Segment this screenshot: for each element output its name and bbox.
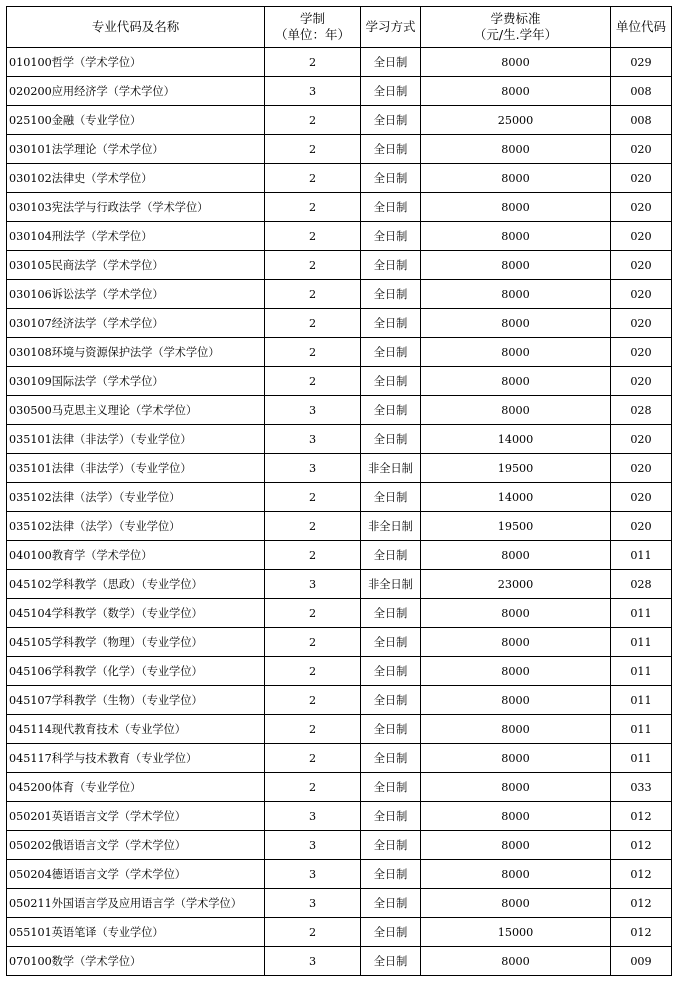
duration-cell: 3 xyxy=(265,889,361,918)
duration-cell: 2 xyxy=(265,628,361,657)
table-row xyxy=(7,454,672,483)
unit-code-cell: 020 xyxy=(611,251,672,280)
program-name-cell: 025100金融（专业学位） xyxy=(7,106,265,135)
tuition-cell: 19500 xyxy=(421,454,611,483)
table-row xyxy=(7,715,672,744)
duration-cell: 2 xyxy=(265,338,361,367)
tuition-cell: 8000 xyxy=(421,135,611,164)
unit-code-cell: 033 xyxy=(611,773,672,802)
header-tuition xyxy=(421,7,611,48)
program-name-cell: 045107学科教学（生物）（专业学位） xyxy=(7,686,265,715)
tuition-cell: 8000 xyxy=(421,744,611,773)
table-row xyxy=(7,802,672,831)
program-name-cell: 030104刑法学（学术学位） xyxy=(7,222,265,251)
header-tuition-unit: （元/生.学年） xyxy=(473,27,558,42)
header-duration-title: 学制 xyxy=(299,11,325,26)
unit-code-cell: 028 xyxy=(611,570,672,599)
table-row xyxy=(7,918,672,947)
tuition-cell: 8000 xyxy=(421,889,611,918)
duration-cell: 2 xyxy=(265,744,361,773)
duration-cell: 2 xyxy=(265,541,361,570)
tuition-cell: 8000 xyxy=(421,715,611,744)
header-duration xyxy=(265,7,361,48)
table-row xyxy=(7,947,672,976)
unit-code-cell: 020 xyxy=(611,222,672,251)
unit-code-cell: 011 xyxy=(611,715,672,744)
program-name-cell: 045200体育（专业学位） xyxy=(7,773,265,802)
program-name-cell: 040100教育学（学术学位） xyxy=(7,541,265,570)
program-name-cell: 020200应用经济学（学术学位） xyxy=(7,77,265,106)
unit-code-cell: 009 xyxy=(611,947,672,976)
study-mode-cell: 全日制 xyxy=(361,164,421,193)
unit-code-cell: 012 xyxy=(611,802,672,831)
unit-code-cell: 011 xyxy=(611,628,672,657)
table-row xyxy=(7,309,672,338)
unit-code-cell: 012 xyxy=(611,831,672,860)
program-name-cell: 055101英语笔译（专业学位） xyxy=(7,918,265,947)
tuition-cell: 8000 xyxy=(421,541,611,570)
study-mode-cell: 全日制 xyxy=(361,483,421,512)
tuition-cell: 25000 xyxy=(421,106,611,135)
study-mode-cell: 全日制 xyxy=(361,367,421,396)
duration-cell: 3 xyxy=(265,77,361,106)
unit-code-cell: 020 xyxy=(611,483,672,512)
study-mode-cell: 全日制 xyxy=(361,48,421,77)
tuition-cell: 8000 xyxy=(421,628,611,657)
program-name-cell: 050211外国语言学及应用语言学（学术学位） xyxy=(7,889,265,918)
table-row xyxy=(7,396,672,425)
program-name-cell: 030106诉讼法学（学术学位） xyxy=(7,280,265,309)
tuition-cell: 8000 xyxy=(421,338,611,367)
table-row xyxy=(7,541,672,570)
tuition-cell: 8000 xyxy=(421,599,611,628)
table-row xyxy=(7,512,672,541)
program-name-cell: 045105学科教学（物理）（专业学位） xyxy=(7,628,265,657)
duration-cell: 3 xyxy=(265,425,361,454)
tuition-cell: 8000 xyxy=(421,309,611,338)
duration-cell: 3 xyxy=(265,802,361,831)
table-row xyxy=(7,48,672,77)
duration-cell: 3 xyxy=(265,947,361,976)
study-mode-cell: 全日制 xyxy=(361,889,421,918)
study-mode-cell: 全日制 xyxy=(361,657,421,686)
study-mode-cell: 非全日制 xyxy=(361,512,421,541)
duration-cell: 2 xyxy=(265,773,361,802)
tuition-cell: 8000 xyxy=(421,686,611,715)
study-mode-cell: 全日制 xyxy=(361,947,421,976)
tuition-cell: 14000 xyxy=(421,483,611,512)
program-name-cell: 010100哲学（学术学位） xyxy=(7,48,265,77)
study-mode-cell: 全日制 xyxy=(361,628,421,657)
tuition-cell: 19500 xyxy=(421,512,611,541)
duration-cell: 2 xyxy=(265,193,361,222)
study-mode-cell: 全日制 xyxy=(361,860,421,889)
program-name-cell: 045102学科教学（思政）（专业学位） xyxy=(7,570,265,599)
program-name-cell: 035101法律（非法学）（专业学位） xyxy=(7,425,265,454)
study-mode-cell: 全日制 xyxy=(361,222,421,251)
study-mode-cell: 非全日制 xyxy=(361,454,421,483)
program-name-cell: 045106学科教学（化学）（专业学位） xyxy=(7,657,265,686)
tuition-cell: 8000 xyxy=(421,657,611,686)
program-name-cell: 050201英语语言文学（学术学位） xyxy=(7,802,265,831)
duration-cell: 2 xyxy=(265,280,361,309)
program-name-cell: 030103宪法学与行政法学（学术学位） xyxy=(7,193,265,222)
study-mode-cell: 全日制 xyxy=(361,280,421,309)
duration-cell: 2 xyxy=(265,483,361,512)
study-mode-cell: 全日制 xyxy=(361,425,421,454)
unit-code-cell: 008 xyxy=(611,77,672,106)
duration-cell: 2 xyxy=(265,222,361,251)
table-row xyxy=(7,164,672,193)
unit-code-cell: 020 xyxy=(611,193,672,222)
tuition-cell: 8000 xyxy=(421,860,611,889)
unit-code-cell: 020 xyxy=(611,164,672,193)
duration-cell: 2 xyxy=(265,135,361,164)
study-mode-cell: 全日制 xyxy=(361,251,421,280)
program-name-cell: 035102法律（法学）（专业学位） xyxy=(7,512,265,541)
tuition-cell: 8000 xyxy=(421,831,611,860)
tuition-cell: 8000 xyxy=(421,802,611,831)
duration-cell: 3 xyxy=(265,860,361,889)
program-name-cell: 030101法学理论（学术学位） xyxy=(7,135,265,164)
tuition-cell: 8000 xyxy=(421,947,611,976)
study-mode-cell: 全日制 xyxy=(361,193,421,222)
tuition-cell: 8000 xyxy=(421,251,611,280)
unit-code-cell: 011 xyxy=(611,599,672,628)
table-row xyxy=(7,280,672,309)
study-mode-cell: 全日制 xyxy=(361,599,421,628)
table-row xyxy=(7,135,672,164)
unit-code-cell: 020 xyxy=(611,367,672,396)
unit-code-cell: 012 xyxy=(611,860,672,889)
unit-code-cell: 008 xyxy=(611,106,672,135)
table-row xyxy=(7,599,672,628)
table-row xyxy=(7,483,672,512)
table-row xyxy=(7,773,672,802)
duration-cell: 2 xyxy=(265,309,361,338)
unit-code-cell: 020 xyxy=(611,280,672,309)
duration-cell: 2 xyxy=(265,512,361,541)
tuition-cell: 8000 xyxy=(421,367,611,396)
unit-code-cell: 020 xyxy=(611,425,672,454)
duration-cell: 2 xyxy=(265,164,361,193)
study-mode-cell: 全日制 xyxy=(361,135,421,164)
header-tuition-title: 学费标准 xyxy=(490,11,541,26)
unit-code-cell: 028 xyxy=(611,396,672,425)
unit-code-cell: 011 xyxy=(611,686,672,715)
header-duration-unit: （单位：年） xyxy=(274,27,350,42)
tuition-cell: 8000 xyxy=(421,48,611,77)
duration-cell: 3 xyxy=(265,454,361,483)
table-row xyxy=(7,889,672,918)
study-mode-cell: 全日制 xyxy=(361,686,421,715)
unit-code-cell: 020 xyxy=(611,338,672,367)
study-mode-cell: 全日制 xyxy=(361,802,421,831)
table-row xyxy=(7,831,672,860)
duration-cell: 2 xyxy=(265,251,361,280)
tuition-cell: 8000 xyxy=(421,280,611,309)
program-name-cell: 045114现代教育技术（专业学位） xyxy=(7,715,265,744)
tuition-table xyxy=(6,6,672,976)
study-mode-cell: 全日制 xyxy=(361,541,421,570)
tuition-cell: 8000 xyxy=(421,222,611,251)
duration-cell: 2 xyxy=(265,367,361,396)
study-mode-cell: 全日制 xyxy=(361,831,421,860)
duration-cell: 2 xyxy=(265,657,361,686)
unit-code-cell: 011 xyxy=(611,541,672,570)
program-name-cell: 050204德语语言文学（学术学位） xyxy=(7,860,265,889)
unit-code-cell: 029 xyxy=(611,48,672,77)
tuition-cell: 8000 xyxy=(421,773,611,802)
study-mode-cell: 全日制 xyxy=(361,396,421,425)
tuition-cell: 8000 xyxy=(421,77,611,106)
study-mode-cell: 全日制 xyxy=(361,918,421,947)
study-mode-cell: 全日制 xyxy=(361,338,421,367)
duration-cell: 2 xyxy=(265,106,361,135)
study-mode-cell: 非全日制 xyxy=(361,570,421,599)
table-row xyxy=(7,628,672,657)
header-row xyxy=(7,7,672,48)
program-name-cell: 030109国际法学（学术学位） xyxy=(7,367,265,396)
header-program: 专业代码及名称 xyxy=(7,7,265,48)
program-name-cell: 035102法律（法学）（专业学位） xyxy=(7,483,265,512)
table-row xyxy=(7,657,672,686)
tuition-cell: 8000 xyxy=(421,164,611,193)
unit-code-cell: 011 xyxy=(611,657,672,686)
program-name-cell: 045104学科教学（数学）（专业学位） xyxy=(7,599,265,628)
duration-cell: 2 xyxy=(265,715,361,744)
duration-cell: 2 xyxy=(265,686,361,715)
study-mode-cell: 全日制 xyxy=(361,773,421,802)
table-row xyxy=(7,193,672,222)
study-mode-cell: 全日制 xyxy=(361,744,421,773)
table-row xyxy=(7,860,672,889)
table-row xyxy=(7,77,672,106)
tuition-cell: 14000 xyxy=(421,425,611,454)
duration-cell: 3 xyxy=(265,396,361,425)
tuition-cell: 8000 xyxy=(421,193,611,222)
tuition-cell: 8000 xyxy=(421,396,611,425)
unit-code-cell: 020 xyxy=(611,135,672,164)
table-row xyxy=(7,425,672,454)
header-study-mode: 学习方式 xyxy=(361,7,421,48)
table-row xyxy=(7,251,672,280)
table-row xyxy=(7,222,672,251)
program-name-cell: 030500马克思主义理论（学术学位） xyxy=(7,396,265,425)
header-unit-code: 单位代码 xyxy=(611,7,672,48)
table-row xyxy=(7,106,672,135)
unit-code-cell: 020 xyxy=(611,454,672,483)
study-mode-cell: 全日制 xyxy=(361,715,421,744)
program-name-cell: 030108环境与资源保护法学（学术学位） xyxy=(7,338,265,367)
program-name-cell: 030105民商法学（学术学位） xyxy=(7,251,265,280)
table-row xyxy=(7,744,672,773)
program-name-cell: 035101法律（非法学）（专业学位） xyxy=(7,454,265,483)
program-name-cell: 030107经济法学（学术学位） xyxy=(7,309,265,338)
duration-cell: 2 xyxy=(265,599,361,628)
program-name-cell: 070100数学（学术学位） xyxy=(7,947,265,976)
duration-cell: 3 xyxy=(265,570,361,599)
study-mode-cell: 全日制 xyxy=(361,77,421,106)
unit-code-cell: 020 xyxy=(611,309,672,338)
table-row xyxy=(7,367,672,396)
unit-code-cell: 011 xyxy=(611,744,672,773)
table-row xyxy=(7,338,672,367)
unit-code-cell: 020 xyxy=(611,512,672,541)
program-name-cell: 030102法律史（学术学位） xyxy=(7,164,265,193)
program-name-cell: 045117科学与技术教育（专业学位） xyxy=(7,744,265,773)
study-mode-cell: 全日制 xyxy=(361,309,421,338)
unit-code-cell: 012 xyxy=(611,918,672,947)
table-row xyxy=(7,570,672,599)
table-row xyxy=(7,686,672,715)
study-mode-cell: 全日制 xyxy=(361,106,421,135)
duration-cell: 3 xyxy=(265,831,361,860)
unit-code-cell: 012 xyxy=(611,889,672,918)
tuition-cell: 23000 xyxy=(421,570,611,599)
tuition-cell: 15000 xyxy=(421,918,611,947)
duration-cell: 2 xyxy=(265,48,361,77)
duration-cell: 2 xyxy=(265,918,361,947)
program-name-cell: 050202俄语语言文学（学术学位） xyxy=(7,831,265,860)
